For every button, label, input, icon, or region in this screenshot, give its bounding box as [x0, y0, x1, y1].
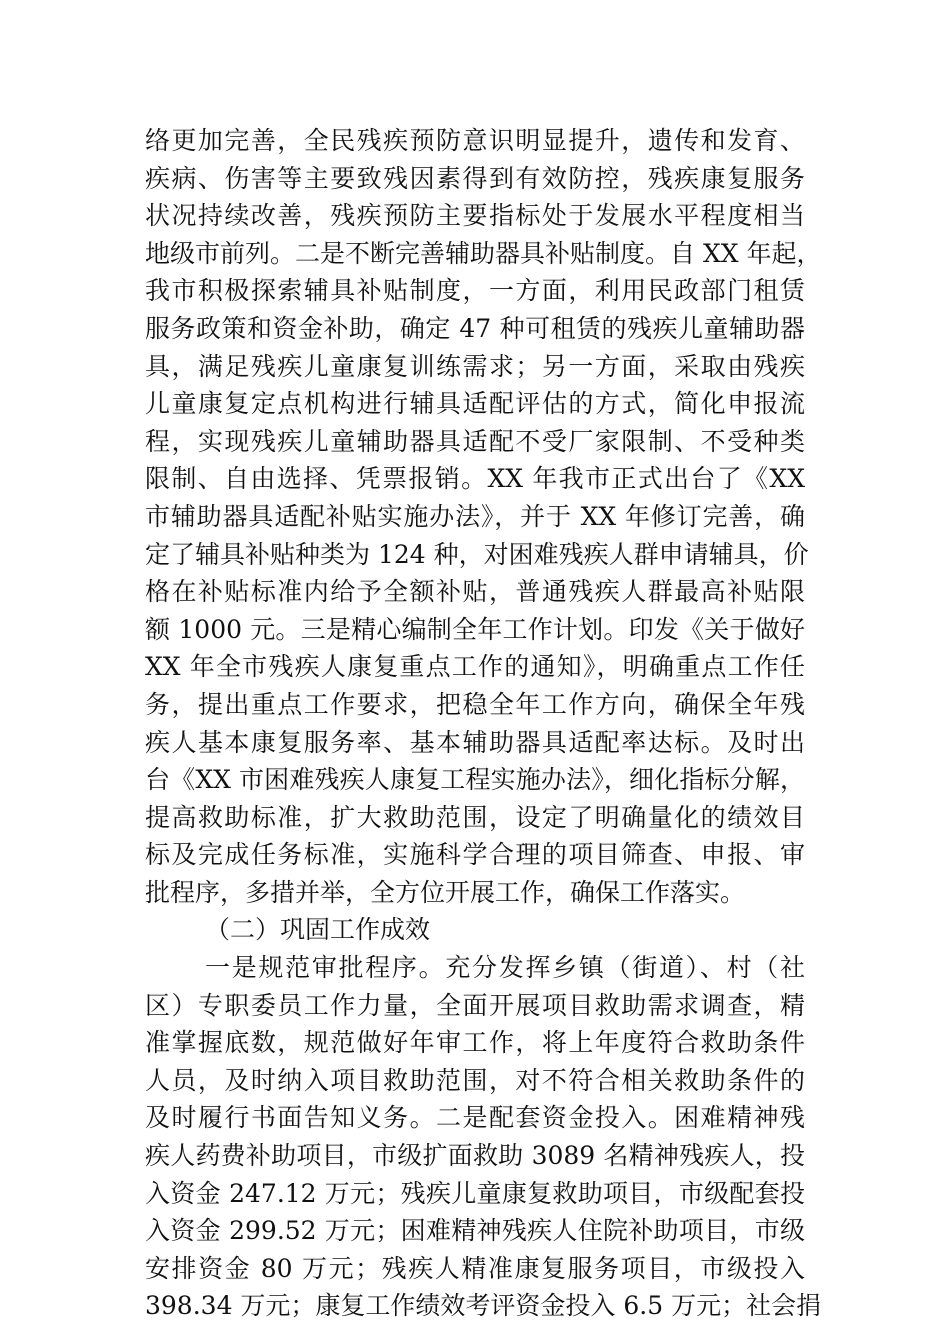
text-line: 人员，及时纳入项目救助范围，对不符合相关救助条件的: [145, 1065, 805, 1095]
text-line: 务，提出重点工作要求，把稳全年工作方向，确保全年残: [145, 689, 805, 719]
text-line: 入资金 299.52 万元；困难精神残疾人住院补助项目，市级: [145, 1216, 805, 1246]
text-line: 儿童康复定点机构进行辅具适配评估的方式，简化申报流: [145, 389, 805, 419]
text-line: 具，满足残疾儿童康复训练需求；另一方面，采取由残疾: [145, 351, 805, 381]
text-line: 市辅助器具适配补贴实施办法》，并于 XX 年修订完善，确: [145, 501, 805, 531]
text-line: 疾人基本康复服务率、基本辅助器具适配率达标。及时出: [145, 727, 805, 757]
text-line: 程，实现残疾儿童辅助器具适配不受厂家限制、不受种类: [145, 426, 805, 456]
body-text: [145, 122, 822, 1325]
text-line: 批程序，多措并举，全方位开展工作，确保工作落实。: [145, 877, 746, 907]
text-line: 及时履行书面告知义务。二是配套资金投入。困难精神残: [145, 1103, 805, 1133]
text-line: 标及完成任务标准，实施科学合理的项目筛查、申报、审: [145, 840, 805, 870]
text-line: 398.34 万元；康复工作绩效考评资金投入 6.5 万元；社会捐: [145, 1291, 822, 1321]
section-heading: （二）巩固工作成效: [205, 915, 431, 945]
text-line: 服务政策和资金补助，确定 47 种可租赁的残疾儿童辅助器: [145, 313, 805, 343]
text-line: 安排资金 80 万元；残疾人精准康复服务项目，市级投入: [145, 1253, 805, 1283]
text-line: 提高救助标准，扩大救助范围，设定了明确量化的绩效目: [145, 802, 805, 832]
text-line: 我市积极探索辅具补贴制度，一方面，利用民政部门租赁: [145, 276, 805, 306]
text-line: 区）专职委员工作力量，全面开展项目救助需求调查，精: [145, 990, 805, 1020]
text-line: 定了辅具补贴种类为 124 种，对困难残疾人群申请辅具，价: [145, 539, 809, 569]
text-line: 地级市前列。二是不断完善辅助器具补贴制度。自 XX 年起，: [145, 238, 822, 268]
text-line: 限制、自由选择、凭票报销。XX 年我市正式出台了《XX: [145, 464, 805, 494]
text-line: 疾病、伤害等主要致残因素得到有效防控，残疾康复服务: [145, 163, 805, 193]
text-line: 格在补贴标准内给予全额补贴，普通残疾人群最高补贴限: [145, 577, 805, 607]
text-line: 入资金 247.12 万元；残疾儿童康复救助项目，市级配套投: [145, 1178, 805, 1208]
text-line: 一是规范审批程序。充分发挥乡镇（街道）、村（社: [205, 953, 805, 983]
text-line: 额 1000 元。三是精心编制全年工作计划。印发《关于做好: [145, 614, 805, 644]
text-line: 状况持续改善，残疾预防主要指标处于发展水平程度相当: [145, 201, 805, 231]
text-line: 络更加完善，全民残疾预防意识明显提升，遗传和发育、: [145, 126, 805, 155]
text-line: XX 年全市残疾人康复重点工作的通知》，明确重点工作任: [145, 652, 805, 682]
text-line: 疾人药费补助项目，市级扩面救助 3089 名精神残疾人，投: [145, 1141, 805, 1171]
text-line: 准掌握底数，规范做好年审工作，将上年度符合救助条件: [145, 1028, 805, 1058]
text-line: 台《XX 市困难残疾人康复工程实施办法》，细化指标分解，: [145, 765, 805, 795]
